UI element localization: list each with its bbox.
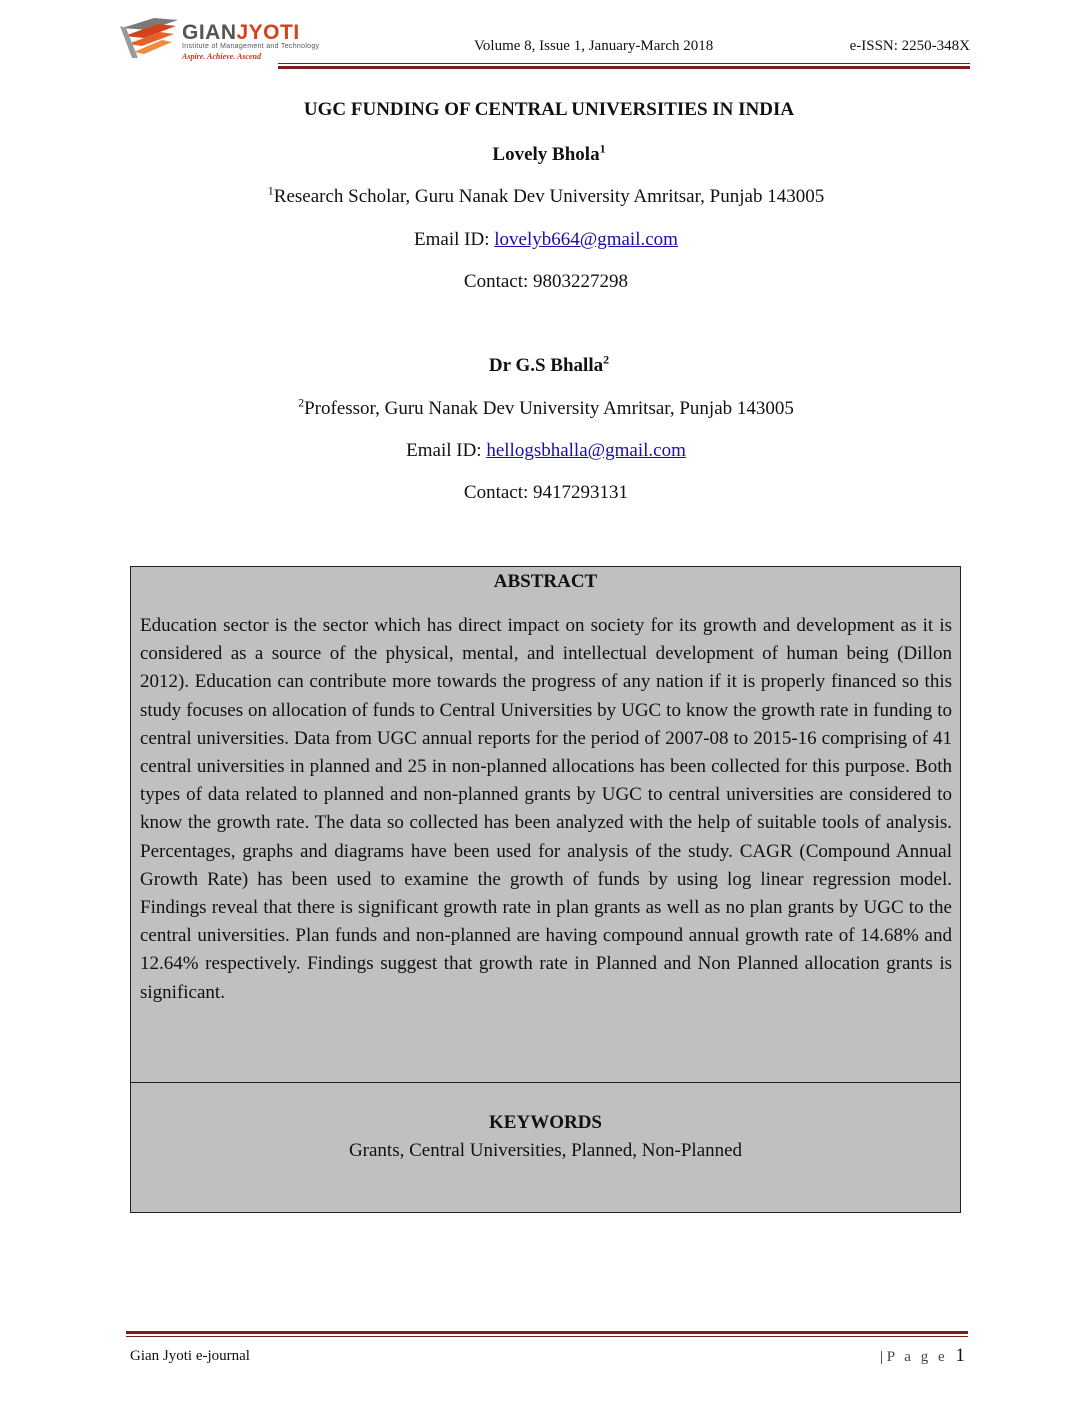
author-affiliation: $^2$Professor, Guru Nanak Dev University Amritsar, Punjab 143005 — [298, 395, 794, 419]
header-divider — [278, 63, 970, 69]
logo-emblem-icon — [118, 14, 180, 64]
paper-title: UGC FUNDING OF CENTRAL UNIVERSITIES IN INDIA — [303, 99, 795, 120]
author-contact: Contact: 9803227298 — [463, 271, 629, 292]
page-number: 1 — [955, 1345, 965, 1366]
page-header — [118, 14, 970, 72]
abstract-text: Education sector is the sector which has direct impact on society for its growth and development as it is considered as a source of the physical, mental, and intellectual development of human being (Dillon 2012). Education can contribute more towards the progress of any nation if it is properly financed so this study focuses on allocation of funds to Central Universities by UGC to know the growth rate in funding to central universities. Data from UGC annual reports for the period of 2007-08 to 2015-16 comprising of 41 central universities in planned and 25 in non-planned allocations has been collected for this purpose. Both types of data related to planned and non-planned grants by UGC to central universities are considered to know the growth rate. The data so collected has been analyzed with the help of suitable tools of analysis. Percentages, graphs and diagrams have been used for analysis of the study. CAGR (Compound Annual Growth Rate) has been used to examine the growth of funds by using log linear regression model. Findings reveal that there is significant growth rate in plan grants as well as no plan grants by UGC to the central universities. Plan funds and non-planned are having compound annual growth rate of 14.68% and 12.64% respectively. Findings suggest that growth rate in Planned and Non Planned allocation grants is significant. — [140, 615, 952, 1003]
box-divider — [131, 1082, 960, 1083]
footer-divider — [126, 1331, 968, 1337]
author-email: Email ID: hellogsbhalla@gmail.com — [406, 440, 686, 461]
footer-journal-name: Gian Jyoti e-journal — [130, 1348, 250, 1364]
logo-subtitle: Institute of Management and Technology — [182, 43, 320, 50]
abstract-box — [130, 566, 961, 1213]
issn-number: e-ISSN: 2250-348X — [849, 38, 970, 54]
abstract-heading: ABSTRACT — [493, 571, 598, 592]
email-link[interactable]: hellogsbhalla@gmail.com — [486, 440, 686, 461]
author-email: Email ID: lovelyb664@gmail.com — [414, 229, 678, 250]
author-name: Lovely Bhola$^1$ — [492, 141, 606, 165]
email-link[interactable]: lovelyb664@gmail.com — [494, 229, 678, 250]
logo-tagline: Aspire. Achieve. Ascend — [182, 52, 261, 61]
footer-page-indicator — [880, 1345, 965, 1367]
keywords-text: Grants, Central Universities, Planned, Non-Planned — [348, 1140, 743, 1161]
author-contact: Contact: 9417293131 — [463, 482, 629, 503]
journal-logo — [118, 14, 333, 64]
volume-issue: Volume 8, Issue 1, January-March 2018 — [474, 38, 714, 54]
author-name: Dr G.S Bhalla$^2$ — [488, 352, 610, 376]
author-affiliation: $^1$Research Scholar, Guru Nanak Dev University Amritsar, Punjab 143005 — [267, 183, 825, 207]
keywords-heading: KEYWORDS — [489, 1112, 602, 1133]
logo-brand-text: GIANJYOTI — [182, 21, 300, 44]
footer-separator: | — [880, 1349, 884, 1365]
footer-page-label: P a g e — [886, 1349, 948, 1365]
